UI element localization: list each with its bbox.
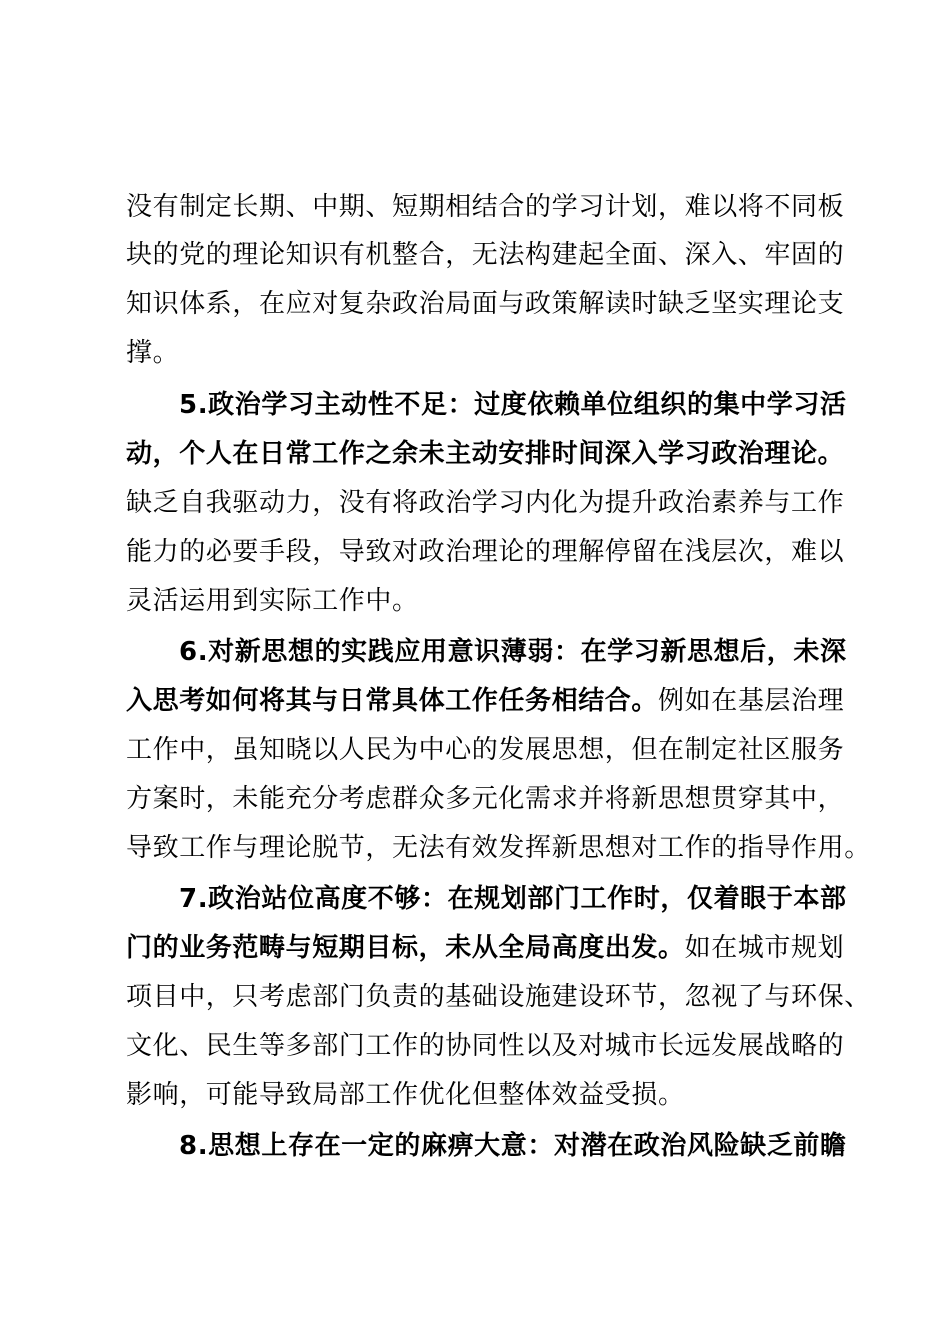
text-line [126,478,844,528]
text-line [126,527,844,577]
text-line [126,725,844,775]
text-segment: 方案时，未能充分考虑群众多元化需求并将新思想贯穿其中， [126,784,845,814]
heading-line-7 [179,874,847,924]
text-segment: 如在城市规划 [684,933,845,963]
text-segment: 文化、民生等多部门工作的协同性以及对城市长远发展战略的 [126,1031,845,1061]
heading-line-8 [179,1121,847,1171]
text-line [126,230,844,280]
text-line [126,1070,685,1120]
text-segment: 7.政治站位高度不够：在规划部门工作时，仅着眼于本部 [179,884,847,914]
text-segment: 导致工作与理论脱节，无法有效发挥新思想对工作的指导作用。 [126,833,871,863]
heading-line-5 [179,380,847,430]
text-segment: 影响，可能导致局部工作优化但整体效益受损。 [126,1080,685,1110]
text-segment: 动，个人在日常工作之余未主动安排时间深入学习政治理论。 [126,439,845,469]
text-segment: 没有制定长期、中期、短期相结合的学习计划，难以将不同板 [126,192,845,222]
text-line [126,279,844,329]
text-segment: 项目中，只考虑部门负责的基础设施建设环节，忽视了与环保、 [126,982,871,1012]
text-line [126,923,844,973]
text-segment: 5.政治学习主动性不足：过度依赖单位组织的集中学习活 [179,390,847,420]
text-line [126,576,419,626]
text-line [126,328,179,378]
text-segment: 8.思想上存在一定的麻痹大意：对潜在政治风险缺乏前瞻 [179,1131,847,1161]
text-segment: 能力的必要手段，导致对政治理论的理解停留在浅层次，难以 [126,537,845,567]
text-segment-bold: 门的业务范畴与短期目标，未从全局高度出发。 [126,933,685,963]
heading-line-6 [179,627,847,677]
text-line [126,823,871,873]
text-segment: 知识体系，在应对复杂政治局面与政策解读时缺乏坚实理论支 [126,289,845,319]
text-line [126,182,844,232]
text-segment-bold: 入思考如何将其与日常具体工作任务相结合。 [126,686,659,716]
text-segment: 缺乏自我驱动力，没有将政治学习内化为提升政治素养与工作 [126,488,845,518]
text-segment: 块的党的理论知识有机整合，无法构建起全面、深入、牢固的 [126,240,845,270]
text-segment: 灵活运用到实际工作中。 [126,586,419,616]
text-segment: 6.对新思想的实践应用意识薄弱：在学习新思想后，未深 [179,637,847,667]
text-segment: 撑。 [126,338,180,368]
text-line [126,774,844,824]
text-segment: 例如在基层治理 [658,686,845,716]
text-segment: 工作中，虽知晓以人民为中心的发展思想，但在制定社区服务 [126,735,845,765]
text-line [126,429,844,479]
text-line [126,1021,844,1071]
text-line [126,972,871,1022]
text-line [126,676,844,726]
